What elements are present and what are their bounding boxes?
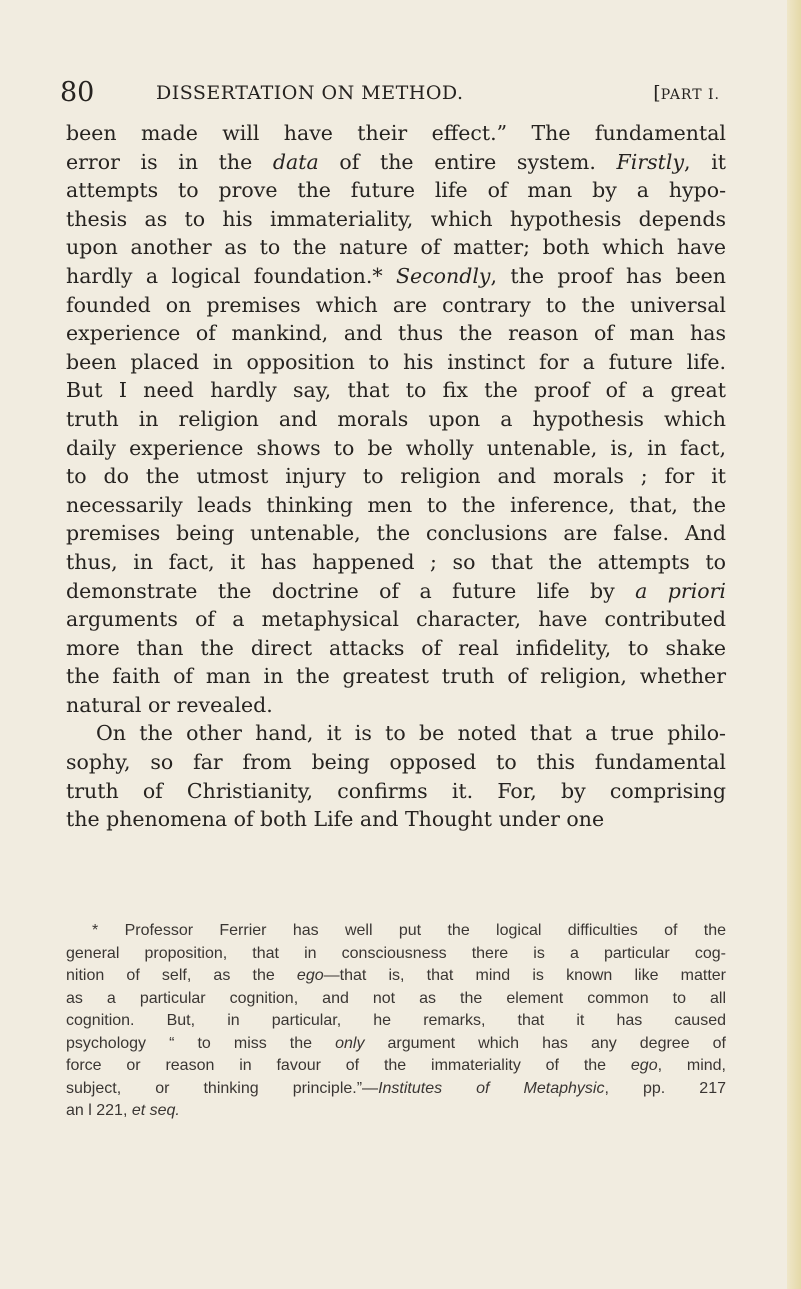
text-line: On the other hand, it is to be noted that a true philo- <box>96 721 726 746</box>
text-line: But I need hardly say, that to fix the proof of a great <box>66 378 726 403</box>
page-number: 80 <box>60 77 95 108</box>
text-line: thesis as to his immateriality, which hypothesis depends <box>66 206 726 231</box>
text-line: to do the utmost injury to religion and morals ; for it <box>66 464 726 489</box>
footnote-line: cognition. But, in particular, he remarks, that it has caused <box>66 1012 726 1029</box>
footnote-line: general proposition, that in consciousness there is a particular cog- <box>66 944 726 962</box>
footnote <box>66 920 726 1123</box>
italic-text: only <box>335 1034 365 1052</box>
running-head <box>60 76 720 110</box>
text-line: hardly a logical foundation.* Secondly, the proof has been <box>66 263 726 288</box>
text-line: been placed in opposition to his instinct for a future life. <box>66 349 726 374</box>
part-label <box>653 78 720 110</box>
running-title: DISSERTATION ON METHOD. <box>156 82 464 104</box>
italic-text: Secondly <box>396 263 491 288</box>
footnote-line: subject, or thinking principle.”—Institutes of Metaphysic, pp. 217 <box>66 1079 726 1097</box>
italic-text: a priori <box>635 578 726 603</box>
italic-text: data <box>272 149 319 174</box>
part-word: PART I. <box>660 87 720 103</box>
italic-text: ego <box>630 1057 658 1074</box>
text-line: the phenomena of both Life and Thought under one <box>66 807 605 832</box>
text-line: thus, in fact, it has happened ; so that the attempts to <box>66 549 726 574</box>
text-line: natural or revealed. <box>66 692 273 717</box>
text-line: more than the direct attacks of real infidelity, to shake <box>66 635 726 660</box>
footnote-line: nition of self, as the ego—that is, that mind is known like matter <box>66 967 727 984</box>
text-line: been made will have their effect.” The fundamental <box>66 121 726 145</box>
text-line: truth of Christianity, confirms it. For, by comprising <box>66 778 726 803</box>
text-line: sophy, so far from being opposed to this fundamental <box>66 750 726 775</box>
text-line: experience of mankind, and thus the reason of man has <box>66 321 726 346</box>
text-line: daily experience shows to be wholly untenable, is, in fact, <box>66 435 726 460</box>
text-line: truth in religion and morals upon a hypothesis which <box>66 406 726 431</box>
footnote-line: * Professor Ferrier has well put the logical difficulties of the <box>92 922 726 939</box>
text-line: error is in the data of the entire system. Firstly, it <box>66 149 727 174</box>
footnote-line: force or reason in favour of the immateriality of the ego, mind, <box>66 1057 726 1074</box>
text-line: upon another as to the nature of matter; both which have <box>66 235 726 260</box>
text-line: demonstrate the doctrine of a future life by a priori <box>66 578 726 603</box>
text-line: founded on premises which are contrary to the universal <box>66 292 726 317</box>
text-line: the faith of man in the greatest truth of religion, whether <box>66 664 726 689</box>
footnote-line: as a particular cognition, and not as the element common to all <box>66 989 726 1007</box>
body-text <box>66 119 726 834</box>
text-line: necessarily leads thinking men to the inference, that, the <box>66 492 726 517</box>
italic-text: ego <box>296 967 324 984</box>
text-line: attempts to prove the future life of man by a hypo- <box>66 178 726 203</box>
italic-text: et seq. <box>131 1102 180 1119</box>
italic-text: Firstly <box>616 149 685 174</box>
part-bracket: [ <box>653 82 661 104</box>
italic-text: Institutes of Metaphysic <box>378 1079 605 1097</box>
footnote-line: an l 221, et seq. <box>66 1102 180 1119</box>
text-line: arguments of a metaphysical character, have contributed <box>66 607 726 632</box>
footnote-line: psychology “ to miss the only argument which has any degree of <box>66 1034 726 1052</box>
text-line: premises being untenable, the conclusions are false. And <box>66 521 726 546</box>
